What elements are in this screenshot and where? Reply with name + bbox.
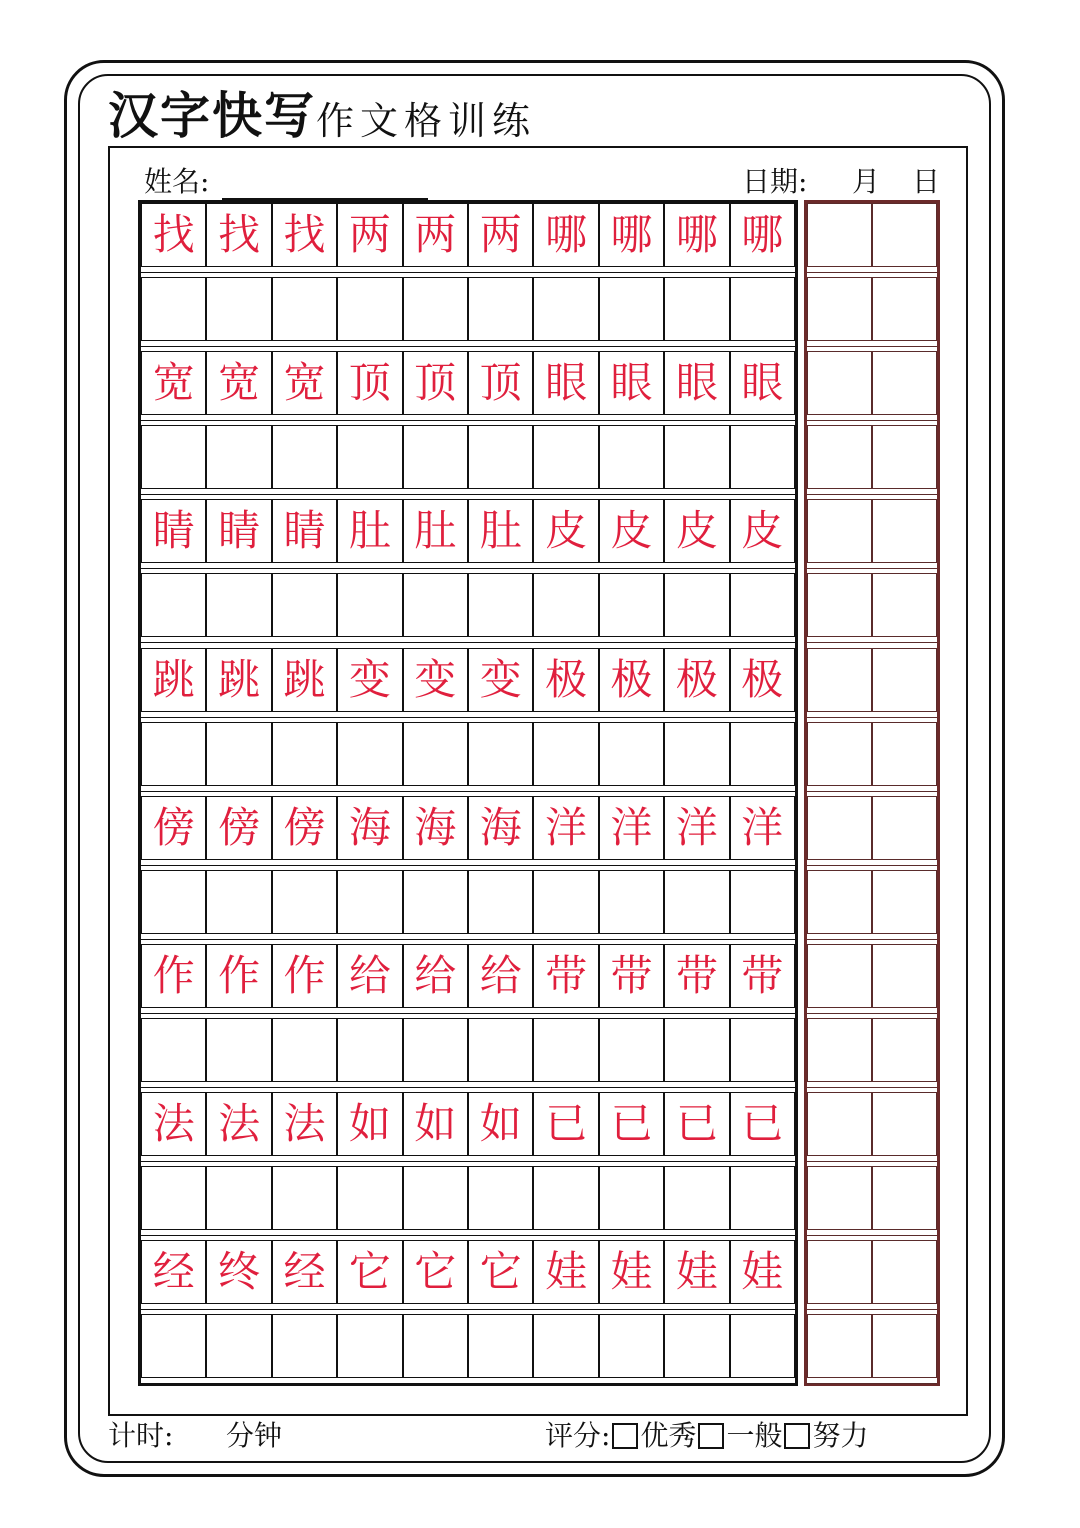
blank-writing-cell[interactable]: [533, 870, 598, 934]
model-character: 找: [152, 210, 195, 259]
blank-writing-cell[interactable]: [533, 722, 598, 786]
model-character: 傍: [152, 802, 195, 852]
blank-writing-cell[interactable]: [664, 277, 729, 341]
model-character: 娃: [675, 1247, 718, 1297]
blank-writing-cell[interactable]: [337, 1018, 402, 1082]
extra-writing-cell[interactable]: [807, 499, 872, 563]
blank-writing-cell[interactable]: [403, 425, 468, 489]
blank-writing-cell[interactable]: [403, 277, 468, 341]
extra-writing-cell[interactable]: [872, 648, 937, 712]
row-divider-line: [807, 1013, 937, 1014]
option-average: 一般: [726, 1419, 783, 1452]
model-character: 极: [675, 654, 718, 704]
blank-writing-cell[interactable]: [206, 425, 271, 489]
model-character: 傍: [218, 802, 261, 852]
extra-writing-cell[interactable]: [872, 1240, 937, 1304]
model-character: 顶: [479, 358, 522, 408]
extra-writing-cell[interactable]: [807, 870, 872, 934]
extra-writing-cell[interactable]: [807, 796, 872, 860]
model-character: 顶: [414, 358, 457, 408]
blank-writing-cell[interactable]: [141, 1166, 206, 1230]
blank-writing-cell[interactable]: [403, 870, 468, 934]
model-character: 眼: [610, 358, 653, 408]
row-divider-line: [141, 1383, 795, 1384]
model-character: 海: [479, 802, 522, 852]
blank-writing-cell[interactable]: [664, 1314, 729, 1378]
blank-writing-cell[interactable]: [599, 1314, 664, 1378]
blank-writing-cell[interactable]: [272, 1314, 337, 1378]
model-character: 如: [348, 1099, 391, 1149]
blank-writing-cell[interactable]: [337, 1314, 402, 1378]
extra-writing-cell[interactable]: [872, 870, 937, 934]
page-title: 汉字快写: [108, 87, 316, 145]
blank-writing-cell[interactable]: [272, 1166, 337, 1230]
model-character: 带: [545, 951, 588, 1000]
extra-writing-cell[interactable]: [807, 1018, 872, 1082]
row-divider-line: [141, 1013, 795, 1014]
row-divider-line: [807, 494, 937, 495]
blank-writing-cell[interactable]: [206, 573, 271, 637]
model-character: 带: [675, 951, 718, 1000]
blank-writing-cell[interactable]: [206, 1018, 271, 1082]
blank-writing-cell[interactable]: [664, 573, 729, 637]
model-character: 宽: [152, 358, 195, 408]
blank-writing-cell[interactable]: [730, 1166, 795, 1230]
model-character: 带: [741, 951, 784, 1000]
blank-writing-cell[interactable]: [533, 425, 598, 489]
option-excellent: 优秀: [640, 1419, 697, 1452]
model-character: 宽: [283, 358, 326, 408]
blank-writing-cell[interactable]: [730, 573, 795, 637]
extra-writing-cell[interactable]: [807, 944, 872, 1008]
name-label: 姓名:: [144, 165, 210, 198]
blank-writing-cell[interactable]: [664, 1018, 729, 1082]
blank-writing-cell[interactable]: [599, 573, 664, 637]
model-character: 傍: [283, 802, 326, 852]
model-character: 娃: [610, 1247, 653, 1297]
model-character: 如: [479, 1099, 522, 1149]
model-character: 海: [414, 802, 457, 852]
blank-writing-cell[interactable]: [272, 573, 337, 637]
model-character: 变: [348, 654, 391, 704]
blank-writing-cell[interactable]: [206, 722, 271, 786]
extra-writing-cell[interactable]: [872, 573, 937, 637]
row-divider-line: [807, 1383, 937, 1384]
blank-writing-cell[interactable]: [468, 425, 533, 489]
model-character: 如: [414, 1099, 457, 1149]
row-divider-line: [141, 642, 795, 643]
minutes-label: 分钟: [226, 1419, 283, 1452]
row-divider-line: [807, 1161, 937, 1162]
blank-writing-cell[interactable]: [403, 1166, 468, 1230]
row-divider-line: [807, 939, 937, 940]
model-character: 跳: [152, 654, 195, 704]
row-divider-line: [807, 568, 937, 569]
blank-writing-cell[interactable]: [141, 277, 206, 341]
row-divider-line: [807, 346, 937, 347]
blank-writing-cell[interactable]: [337, 425, 402, 489]
blank-writing-cell[interactable]: [403, 722, 468, 786]
row-divider-line: [141, 939, 795, 940]
blank-writing-cell[interactable]: [141, 1314, 206, 1378]
blank-writing-cell[interactable]: [272, 722, 337, 786]
model-character: 洋: [610, 802, 653, 852]
blank-writing-cell[interactable]: [272, 277, 337, 341]
blank-writing-cell[interactable]: [533, 1166, 598, 1230]
model-character: 睛: [152, 506, 195, 556]
model-character: 变: [414, 654, 457, 704]
blank-writing-cell[interactable]: [403, 1018, 468, 1082]
extra-writing-cell[interactable]: [807, 648, 872, 712]
model-character: 眼: [545, 358, 588, 408]
blank-writing-cell[interactable]: [206, 870, 271, 934]
row-divider-line: [141, 420, 795, 421]
model-character: 找: [218, 210, 261, 259]
row-divider-line: [141, 1235, 795, 1236]
model-character: 眼: [675, 358, 718, 408]
blank-writing-cell[interactable]: [141, 870, 206, 934]
extra-writing-cell[interactable]: [807, 277, 872, 341]
extra-writing-cell[interactable]: [872, 203, 937, 267]
extra-writing-cell[interactable]: [807, 573, 872, 637]
blank-writing-cell[interactable]: [337, 573, 402, 637]
blank-writing-cell[interactable]: [141, 1018, 206, 1082]
model-character: 皮: [610, 506, 653, 556]
model-character: 宽: [218, 358, 261, 408]
row-divider-line: [141, 568, 795, 569]
extra-writing-cell[interactable]: [872, 944, 937, 1008]
row-divider-line: [807, 1309, 937, 1310]
row-divider-line: [807, 642, 937, 643]
checkbox-effort[interactable]: [784, 1423, 810, 1449]
model-character: 找: [283, 210, 326, 259]
blank-writing-cell[interactable]: [533, 277, 598, 341]
extra-writing-cell[interactable]: [807, 425, 872, 489]
blank-writing-cell[interactable]: [141, 425, 206, 489]
extra-writing-cell[interactable]: [872, 277, 937, 341]
blank-writing-cell[interactable]: [468, 1018, 533, 1082]
page-subtitle: 作文格训练: [316, 99, 537, 143]
month-label: 月: [852, 165, 881, 198]
blank-writing-cell[interactable]: [272, 1018, 337, 1082]
row-divider-line: [141, 717, 795, 718]
row-divider-line: [807, 272, 937, 273]
model-character: 已: [610, 1099, 653, 1149]
blank-writing-cell[interactable]: [337, 1166, 402, 1230]
row-divider-line: [141, 346, 795, 347]
blank-writing-cell[interactable]: [206, 1166, 271, 1230]
blank-writing-cell[interactable]: [664, 425, 729, 489]
model-character: 作: [283, 951, 326, 1000]
model-character: 带: [610, 951, 653, 1000]
extra-writing-cell[interactable]: [872, 351, 937, 415]
blank-writing-cell[interactable]: [337, 277, 402, 341]
blank-writing-cell[interactable]: [664, 870, 729, 934]
extra-writing-cell[interactable]: [872, 1018, 937, 1082]
extra-writing-cell[interactable]: [807, 722, 872, 786]
blank-writing-cell[interactable]: [206, 277, 271, 341]
model-character: 经: [283, 1247, 326, 1297]
row-divider-line: [807, 717, 937, 718]
model-character: 皮: [675, 506, 718, 556]
blank-writing-cell[interactable]: [599, 1166, 664, 1230]
model-character: 它: [414, 1247, 457, 1297]
model-character: 跳: [218, 654, 261, 704]
date-label: 日期:: [742, 165, 808, 198]
row-divider-line: [807, 791, 937, 792]
model-character: 已: [675, 1099, 718, 1149]
extra-writing-cell[interactable]: [807, 1166, 872, 1230]
model-character: 洋: [675, 802, 718, 852]
score-label: 评分:: [545, 1419, 611, 1452]
model-character: 哪: [741, 210, 784, 259]
model-character: 肚: [348, 506, 391, 556]
extra-writing-cell[interactable]: [807, 1240, 872, 1304]
row-divider-line: [141, 865, 795, 866]
blank-writing-cell[interactable]: [730, 722, 795, 786]
blank-writing-cell[interactable]: [141, 573, 206, 637]
row-divider-line: [141, 1087, 795, 1088]
blank-writing-cell[interactable]: [664, 1166, 729, 1230]
blank-writing-cell[interactable]: [403, 1314, 468, 1378]
model-character: 给: [479, 951, 522, 1000]
model-character: 肚: [479, 506, 522, 556]
model-character: 哪: [545, 210, 588, 259]
model-character: 娃: [545, 1247, 588, 1297]
model-character: 变: [479, 654, 522, 704]
blank-writing-cell[interactable]: [730, 870, 795, 934]
model-character: 洋: [741, 802, 784, 852]
model-character: 极: [545, 654, 588, 704]
extra-writing-cell[interactable]: [872, 1166, 937, 1230]
checkbox-excellent[interactable]: [612, 1423, 638, 1449]
model-character: 皮: [741, 506, 784, 556]
blank-writing-cell[interactable]: [337, 722, 402, 786]
extra-writing-cell[interactable]: [872, 1314, 937, 1378]
blank-writing-cell[interactable]: [468, 573, 533, 637]
model-character: 海: [348, 802, 391, 852]
blank-writing-cell[interactable]: [599, 277, 664, 341]
model-character: 法: [283, 1099, 326, 1149]
extra-writing-cell[interactable]: [872, 425, 937, 489]
extra-writing-cell[interactable]: [872, 1092, 937, 1156]
blank-writing-cell[interactable]: [206, 1314, 271, 1378]
model-character: 法: [218, 1099, 261, 1149]
model-character: 肚: [414, 506, 457, 556]
blank-writing-cell[interactable]: [730, 277, 795, 341]
row-divider-line: [141, 494, 795, 495]
extra-writing-cell[interactable]: [872, 499, 937, 563]
model-character: 极: [610, 654, 653, 704]
model-character: 眼: [741, 358, 784, 408]
extra-writing-cell[interactable]: [807, 1092, 872, 1156]
blank-writing-cell[interactable]: [599, 425, 664, 489]
model-character: 给: [348, 951, 391, 1000]
model-character: 作: [152, 951, 195, 1000]
extra-writing-cell[interactable]: [807, 351, 872, 415]
blank-writing-cell[interactable]: [533, 1314, 598, 1378]
model-character: 睛: [283, 506, 326, 556]
blank-writing-cell[interactable]: [141, 722, 206, 786]
model-character: 极: [741, 654, 784, 704]
model-character: 终: [218, 1247, 261, 1297]
model-character: 已: [741, 1099, 784, 1149]
row-divider-line: [807, 865, 937, 866]
model-character: 给: [414, 951, 457, 1000]
option-effort: 努力: [812, 1419, 869, 1452]
day-label: 日: [912, 165, 941, 198]
model-character: 娃: [741, 1247, 784, 1297]
model-character: 它: [348, 1247, 391, 1297]
row-divider-line: [141, 272, 795, 273]
blank-writing-cell[interactable]: [533, 573, 598, 637]
blank-writing-cell[interactable]: [599, 1018, 664, 1082]
blank-writing-cell[interactable]: [272, 870, 337, 934]
model-character: 它: [479, 1247, 522, 1297]
extra-writing-cell[interactable]: [872, 722, 937, 786]
blank-writing-cell[interactable]: [664, 722, 729, 786]
model-character: 两: [414, 210, 457, 259]
model-character: 洋: [545, 802, 588, 852]
blank-writing-cell[interactable]: [468, 1314, 533, 1378]
model-character: 两: [348, 210, 391, 259]
model-character: 皮: [545, 506, 588, 556]
blank-writing-cell[interactable]: [403, 573, 468, 637]
blank-writing-cell[interactable]: [730, 1314, 795, 1378]
row-divider-line: [807, 1235, 937, 1236]
model-character: 睛: [218, 506, 261, 556]
blank-writing-cell[interactable]: [533, 1018, 598, 1082]
model-character: 顶: [348, 358, 391, 408]
score-section: [545, 1416, 868, 1456]
blank-writing-cell[interactable]: [599, 870, 664, 934]
blank-writing-cell[interactable]: [468, 722, 533, 786]
blank-writing-cell[interactable]: [730, 1018, 795, 1082]
extra-writing-cell[interactable]: [807, 203, 872, 267]
blank-writing-cell[interactable]: [468, 1166, 533, 1230]
model-character: 跳: [283, 654, 326, 704]
blank-writing-cell[interactable]: [599, 722, 664, 786]
row-divider-line: [141, 791, 795, 792]
model-character: 两: [479, 210, 522, 259]
model-character: 经: [152, 1247, 195, 1297]
model-character: 哪: [610, 210, 653, 259]
checkbox-average[interactable]: [698, 1423, 724, 1449]
model-character: 作: [218, 951, 261, 1000]
blank-writing-cell[interactable]: [468, 277, 533, 341]
blank-writing-cell[interactable]: [337, 870, 402, 934]
blank-writing-cell[interactable]: [468, 870, 533, 934]
model-character: 已: [545, 1099, 588, 1149]
model-character: 法: [152, 1099, 195, 1149]
row-divider-line: [807, 1087, 937, 1088]
row-divider-line: [807, 420, 937, 421]
timer-label: 计时:: [108, 1419, 174, 1452]
row-divider-line: [141, 1161, 795, 1162]
row-divider-line: [141, 1309, 795, 1310]
blank-writing-cell[interactable]: [272, 425, 337, 489]
model-character: 哪: [675, 210, 718, 259]
extra-writing-cell[interactable]: [872, 796, 937, 860]
blank-writing-cell[interactable]: [730, 425, 795, 489]
extra-writing-cell[interactable]: [807, 1314, 872, 1378]
